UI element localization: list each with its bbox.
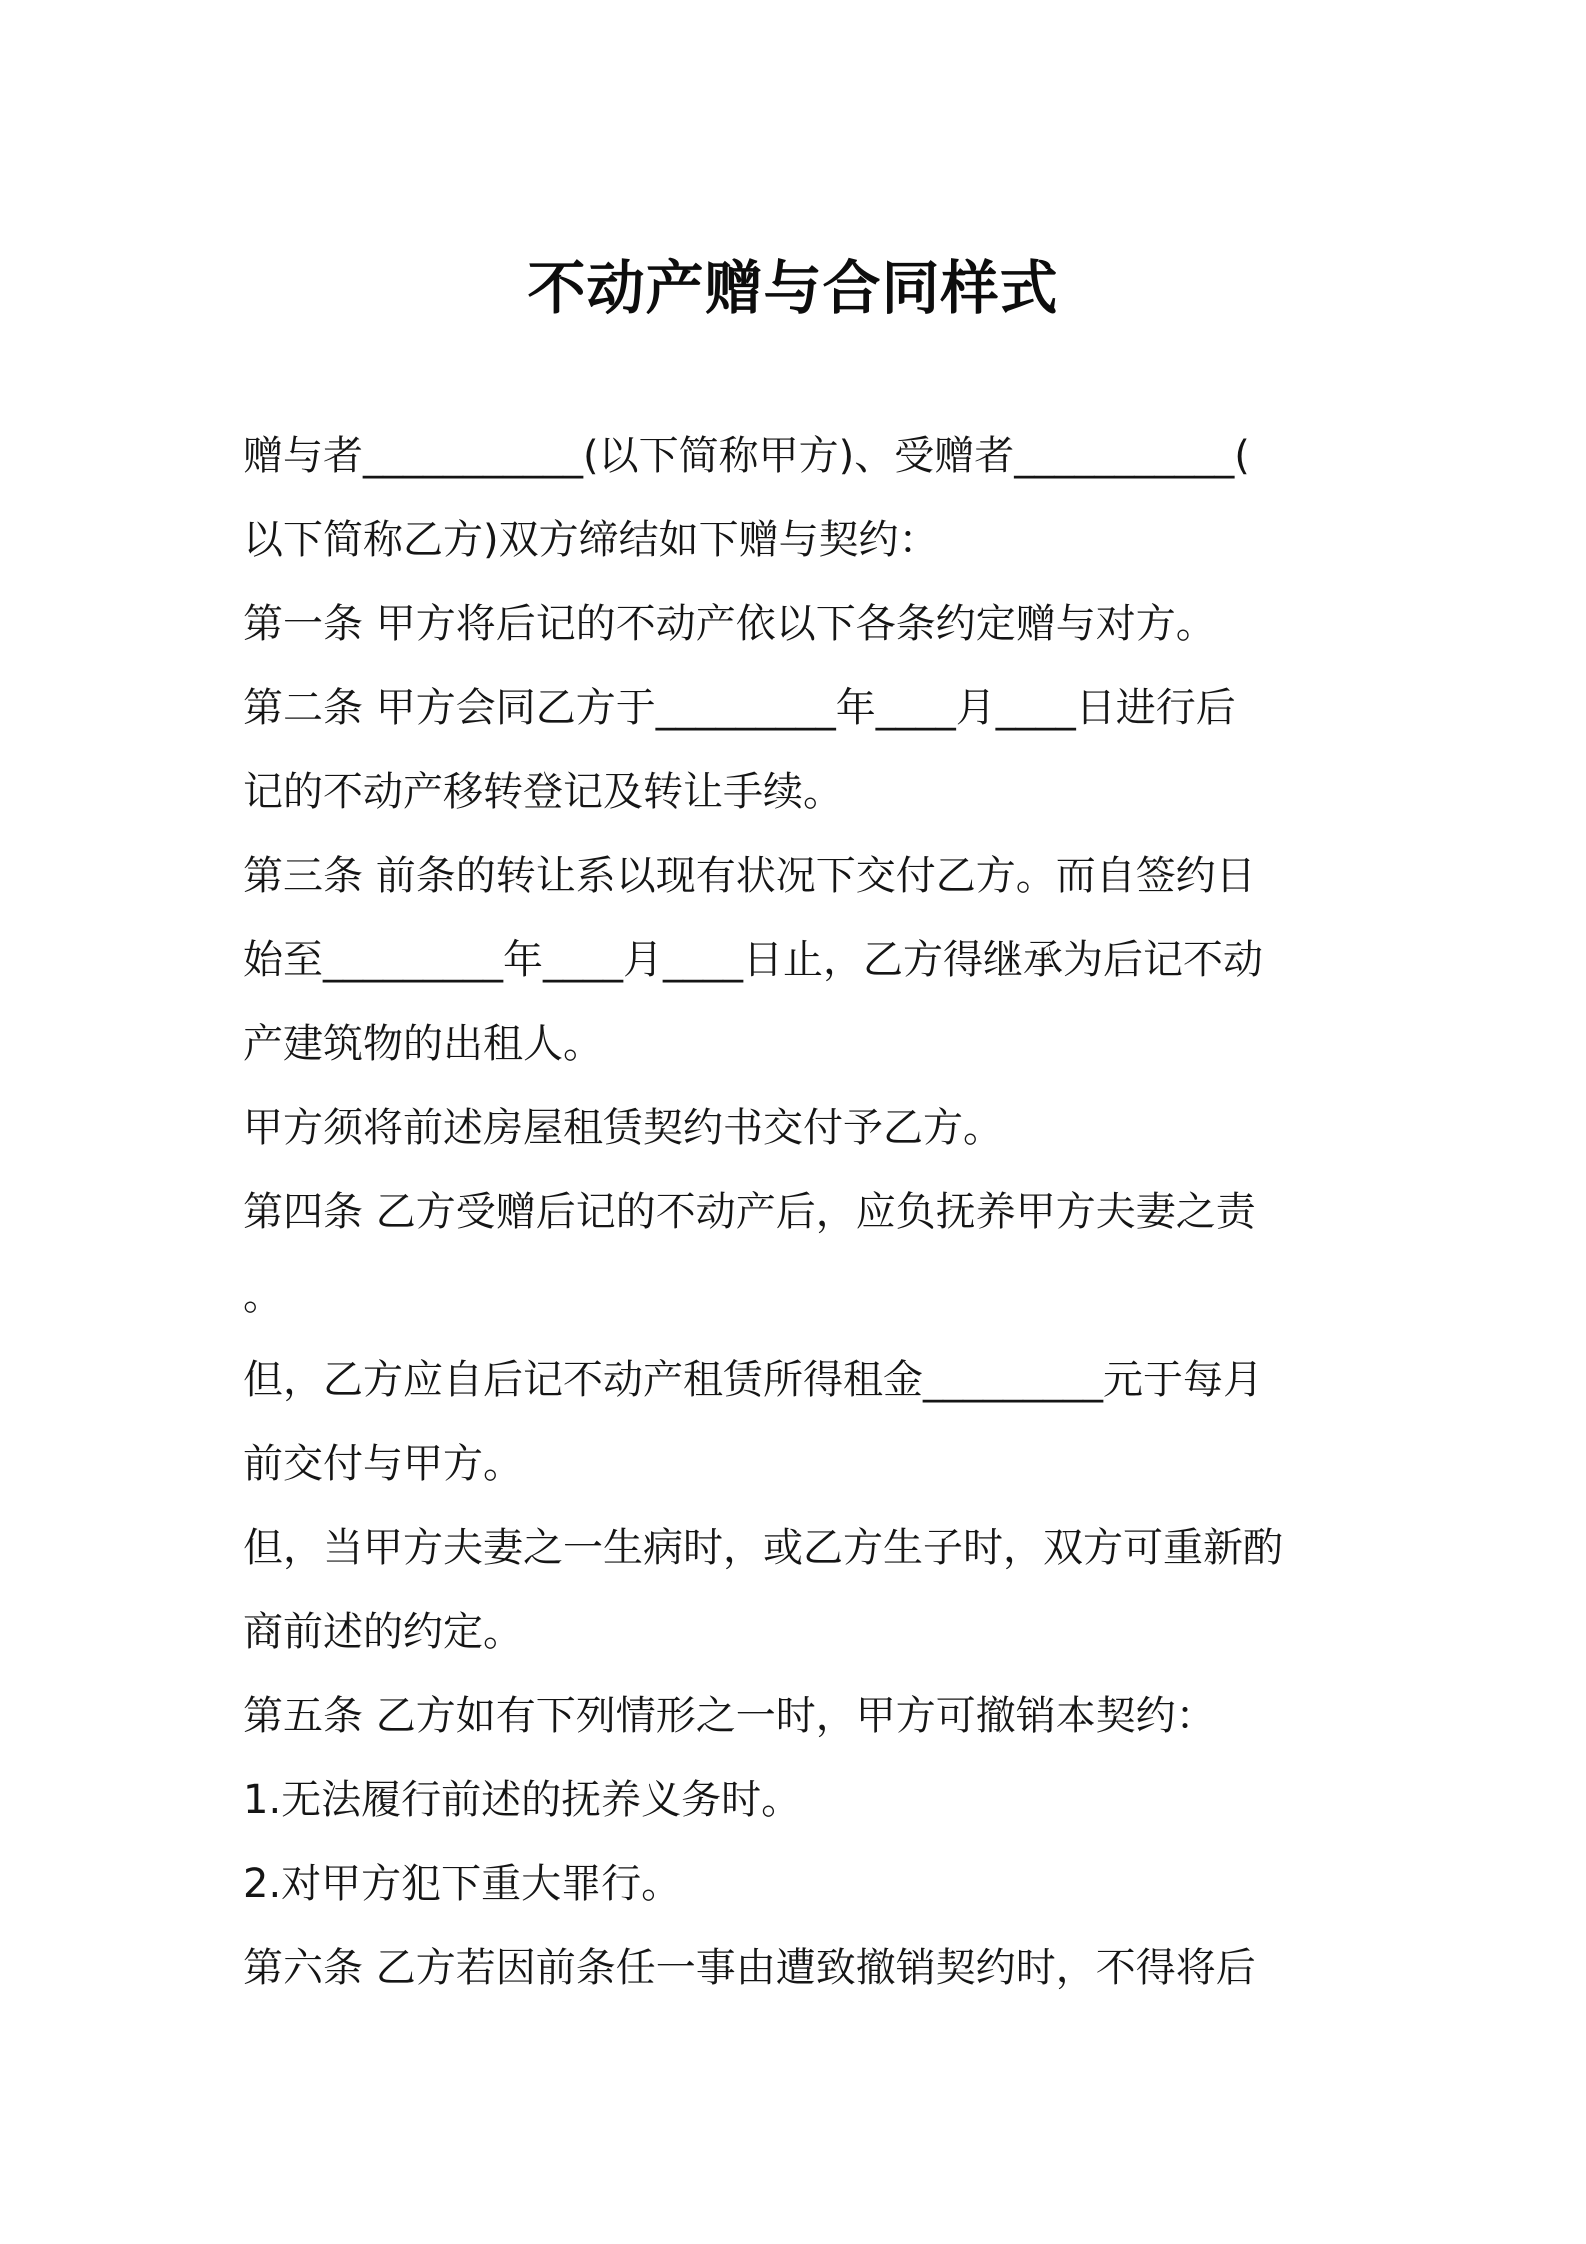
text-line: 第六条 乙方若因前条任一事由遭致撤销契约时，不得将后 [243, 1945, 1256, 1991]
text-line: 但，当甲方夫妻之一生病时，或乙方生子时，双方可重新酌 [243, 1525, 1283, 1571]
document-title: 不动产赠与合同样式 [527, 254, 1059, 322]
text-line: 2.对甲方犯下重大罪行。 [243, 1861, 682, 1907]
text-line: 第二条 甲方会同乙方于_________年____月____日进行后 [243, 685, 1236, 731]
text-line: 以下简称乙方)双方缔结如下赠与契约： [243, 517, 939, 563]
text-line: 第一条 甲方将后记的不动产依以下各条约定赠与对方。 [243, 601, 1216, 647]
document-body [243, 414, 1355, 2010]
text-line: 但，乙方应自后记不动产租赁所得租金_________元于每月 [243, 1357, 1263, 1403]
text-line: 商前述的约定。 [243, 1609, 523, 1655]
text-line: 第三条 前条的转让系以现有状况下交付乙方。而自签约日 [243, 853, 1256, 899]
text-line: 赠与者___________(以下简称甲方)、受赠者___________( [243, 433, 1250, 479]
text-line: 第五条 乙方如有下列情形之一时，甲方可撤销本契约： [243, 1693, 1216, 1739]
text-line: 记的不动产移转登记及转让手续。 [243, 769, 843, 815]
text-line: 产建筑物的出租人。 [243, 1021, 603, 1067]
text-line: 始至_________年____月____日止，乙方得继承为后记不动 [243, 937, 1263, 983]
text-line: 前交付与甲方。 [243, 1441, 523, 1487]
text-line: 。 [243, 1273, 283, 1319]
text-line: 第四条 乙方受赠后记的不动产后，应负抚养甲方夫妻之责 [243, 1189, 1256, 1235]
text-line: 1.无法履行前述的抚养义务时。 [243, 1777, 802, 1823]
text-line: 甲方须将前述房屋租赁契约书交付予乙方。 [243, 1105, 1003, 1151]
